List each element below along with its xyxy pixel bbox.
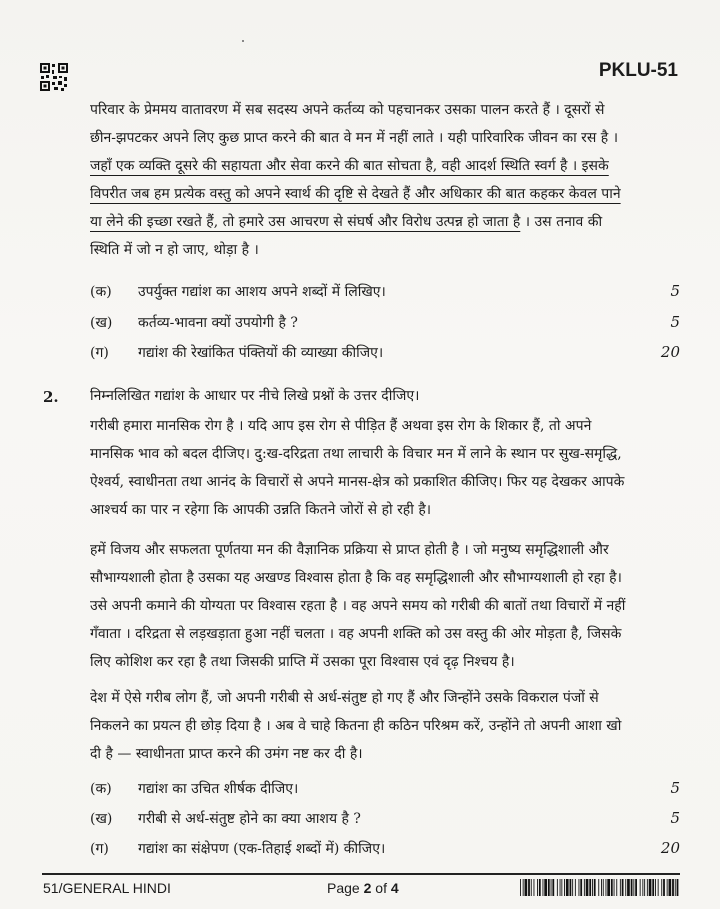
passage-1-line: स्थिति में जो न हो जाए, थोड़ा है । <box>90 242 259 258</box>
q2-item-a <box>90 779 680 803</box>
q1-item-c <box>90 343 680 367</box>
passage-1-line <box>90 208 650 236</box>
passage-line: उसे अपनी कमाने की योग्यता पर विश्वास रहता है । वह अपने समय को गरीबी की बातों तथा विचारों में नहीं <box>90 598 626 614</box>
page-prefix: Page <box>327 880 364 896</box>
passage-line: लिए कोशिश कर रहा है तथा जिसकी प्राप्ति में उसका पूरा विश्वास एवं दृढ़ निश्चय है। <box>90 654 515 670</box>
passage-line: मानसिक भाव को बदल दीजिए। दु:ख-दरिद्रता तथा लाचारी के विचार मन में लाने के स्थान पर सुख-समृद्धि, <box>90 446 622 462</box>
item-text: गद्यांश का संक्षेपण (एक-तिहाई शब्दों में) कीजिए। <box>138 841 386 857</box>
passage-line: आश्चर्य का पार न रहेगा कि आपकी उन्नति कितने जोरों से हो रही है। <box>90 502 432 518</box>
passage-1-underlined-line: जहाँ एक व्यक्ति दूसरे की सहायता और सेवा करने की बात सोचता है, वही आदर्श स्थिति स्वर्ग है । इसके <box>90 158 609 174</box>
item-label: (क) <box>90 284 112 300</box>
qr-code-icon <box>39 62 69 92</box>
passage-1-line: परिवार के प्रेममय वातावरण में सब सदस्य अपने कर्तव्य को पहचानकर उसका पालन करते हैं । दूसरों से <box>90 102 605 118</box>
item-marks: 20 <box>660 343 680 361</box>
page-current: 2 <box>363 880 372 896</box>
passage-1-underlined-text: या लेने की इच्छा रखते हैं, तो हमारे उस आचरण से संघर्ष और विरोध उत्पन्न हो जाता है <box>90 214 521 230</box>
q2-item-b <box>90 809 680 833</box>
passage-line: दी है — स्वाधीनता प्राप्त करने की उमंग नष्ट कर दी है। <box>90 746 363 762</box>
passage-line: गँवाता । दरिद्रता से लड़खड़ाता हुआ नहीं चलता । वह अपनी शक्ति को उस वस्तु की ओर मोड़ता है, जिसके <box>90 626 622 642</box>
q2-instruction <box>90 382 650 410</box>
passage-1-text: । उस तनाव की <box>520 214 603 230</box>
item-text: गरीबी से अर्ध-संतुष्ट होने का क्या आशय है ? <box>138 811 361 827</box>
q2-item-c <box>90 839 680 863</box>
item-marks: 5 <box>670 282 680 300</box>
barcode-icon <box>520 879 680 896</box>
passage-2-paragraph-1 <box>90 412 650 524</box>
item-text: गद्यांश की रेखांकित पंक्तियों की व्याख्या कीजिए। <box>138 345 384 361</box>
q1-item-a <box>90 282 680 306</box>
passage-line: गरीबी हमारा मानसिक रोग है । यदि आप इस रोग से पीड़ित हैं अथवा इस रोग के शिकार हैं, तो अपने <box>90 418 592 434</box>
passage-line: हमें विजय और सफलता पूर्णतया मन की वैज्ञानिक प्रक्रिया से प्राप्त होती है । जो मनुष्य समृद्धिशाली और <box>90 542 609 558</box>
item-text: गद्यांश का उचित शीर्षक दीजिए। <box>138 781 299 797</box>
item-label: (क) <box>90 781 112 797</box>
q1-item-b <box>90 313 680 337</box>
paper-code: PKLU-51 <box>598 60 678 81</box>
page-mid: of <box>371 880 391 896</box>
item-text: कर्तव्य-भावना क्यों उपयोगी है ? <box>138 315 298 331</box>
item-marks: 5 <box>670 313 680 331</box>
item-label: (ख) <box>90 811 113 827</box>
instruction-text: निम्नलिखित गद्यांश के आधार पर नीचे लिखे प्रश्नों के उत्तर दीजिए। <box>90 388 420 404</box>
footer-divider <box>42 873 680 875</box>
passage-line: सौभाग्यशाली होता है उसका यह अखण्ड विश्वास होता है कि वह समृद्धिशाली और सौभाग्यशाली हो रहा है। <box>90 570 622 586</box>
page-indicator <box>327 880 399 896</box>
passage-1 <box>90 96 650 264</box>
passage-line: निकलने का प्रयत्न ही छोड़ दिया है । अब वे चाहे कितना ही कठिन परिश्रम करें, उन्होंने तो अपनी आशा खो <box>90 718 622 734</box>
passage-2-paragraph-3 <box>90 684 650 768</box>
item-label: (ग) <box>90 345 109 361</box>
passage-line: ऐश्वर्य, स्वाधीनता तथा आनंद के विचारों से अपने मानस-क्षेत्र को प्रकाशित कीजिए। फिर यह देखकर आपके <box>90 474 625 490</box>
passage-1-line: छीन-झपटकर अपने लिए कुछ प्राप्त करने की बात वे मन में नहीं लाते । यही पारिवारिक जीवन का रस है । <box>90 130 618 146</box>
passage-1-underlined-line: विपरीत जब हम प्रत्येक वस्तु को अपने स्वार्थ की दृष्टि से देखते हैं और अधिकार की बात कहकर केवल पाने <box>90 186 621 202</box>
page-total: 4 <box>390 880 399 896</box>
footer-subject: 51/GENERAL HINDI <box>43 880 171 896</box>
item-marks: 20 <box>660 839 680 857</box>
item-label: (ख) <box>90 315 113 331</box>
passage-2-paragraph-2 <box>90 536 650 676</box>
question-number: 2. <box>43 388 59 406</box>
item-label: (ग) <box>90 841 109 857</box>
scan-speck <box>242 40 244 42</box>
item-marks: 5 <box>670 779 680 797</box>
passage-line: देश में ऐसे गरीब लोग हैं, जो अपनी गरीबी से अर्ध-संतुष्ट हो गए हैं और जिन्होंने उसके विकराल पंजों से <box>90 690 599 706</box>
item-marks: 5 <box>670 809 680 827</box>
item-text: उपर्युक्त गद्यांश का आशय अपने शब्दों में लिखिए। <box>138 284 386 300</box>
